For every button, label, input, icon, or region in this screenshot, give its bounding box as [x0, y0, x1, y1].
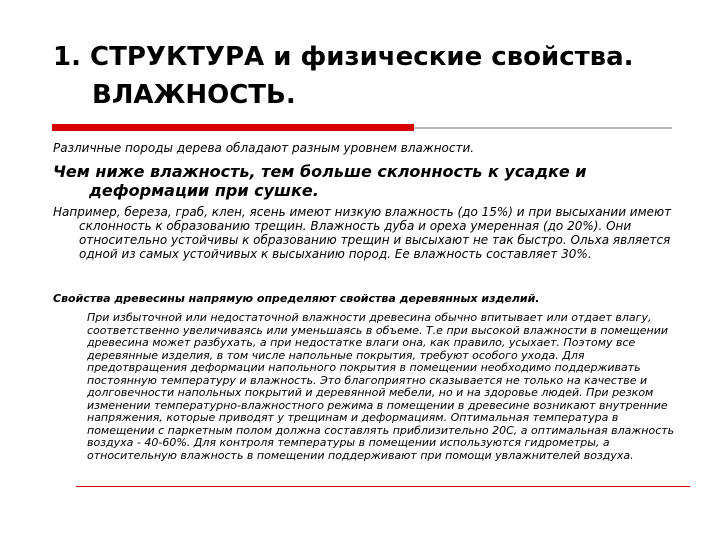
properties-heading: Свойства древесины напрямую определяют свойства деревянных изделий. — [53, 292, 540, 305]
slide-title-line1: 1. СТРУКТУРА и физические свойства. — [53, 42, 634, 72]
bottom-divider — [76, 486, 690, 487]
title-divider-red — [52, 124, 414, 131]
slide-title-line2: ВЛАЖНОСТЬ. — [92, 80, 296, 110]
slide-title — [53, 38, 703, 114]
emphasis-text: Чем ниже влажность, тем больше склонность к усадке и деформации при сушке. — [53, 162, 587, 200]
details-text: При избыточной или недостаточной влажности древесина обычно впитывает или отдает влагу, соответственно увеличиваясь или уменьшаясь в объеме. Т.е при высокой влажности в помещении древесина может разбухать, а при недостатке влаги она, как правило, усыхает. Поэтому все деревянные изделия, в том числе напольные покрытия, требуют особого ухода. Для предотвращения деформации напольного покрытия в помещении необходимо поддерживать постоянную температуру и влажность. Это благоприятно сказывается не только на качестве и долговечности напольных покрытий и деревянной мебели, но и на здоровье людей. При резком изменении температурно-влажностного режима в помещении в древесине возникают внутренние напряжения, которые приводят у трещинам и деформациям. Оптимальная температура в помещении с паркетным полом должна составлять приблизительно 20С, а оптимальная влажность воздуха - 40-60%. Для контроля температуры в помещении используются гидрометры, а относительную влажность в помещении поддерживают при помощи увлажнителей воздуха. — [87, 311, 675, 462]
intro-text: Различные породы дерева обладают разным уровнем влажности. — [53, 141, 475, 155]
example-text: Например, береза, граб, клен, ясень имеют низкую влажность (до 15%) и при высыхании имеют склонность к образованию трещин. Влажность дуба и ореха умеренная (до 20%). Они относительно устойчивы к образованию трещин и высыхают не так быстро. Ольха является одной из самых устойчивых к высыханию пород. Ее влажность составляет 30%. — [53, 205, 672, 261]
